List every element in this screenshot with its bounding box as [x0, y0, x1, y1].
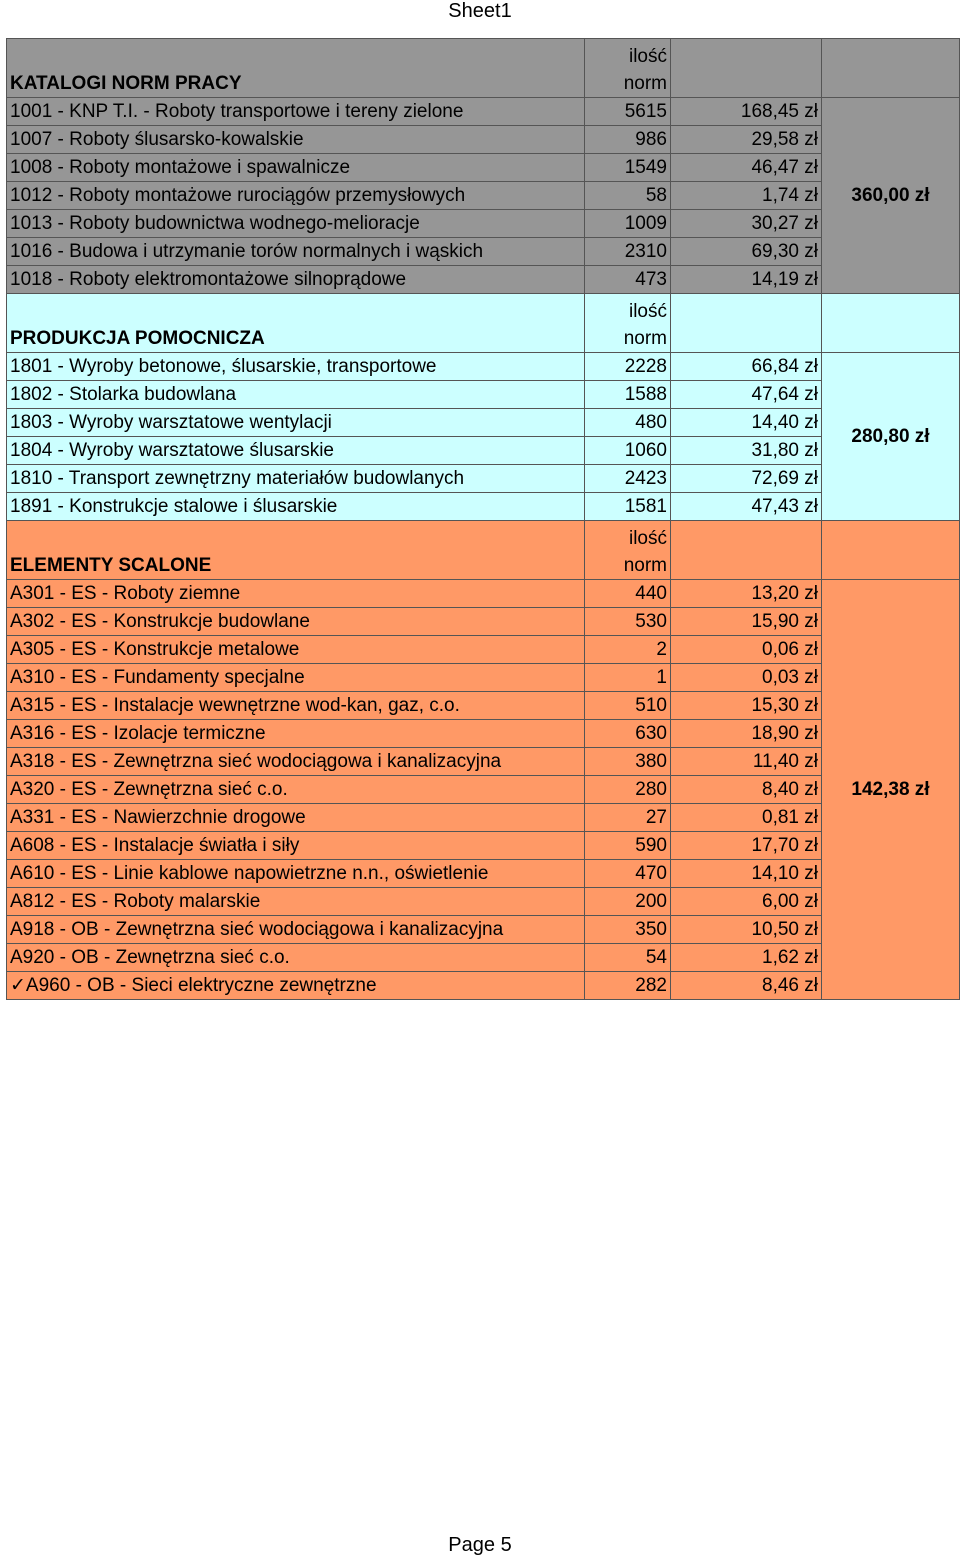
- row-name: 1802 - Stolarka budowlana: [7, 381, 585, 409]
- row-name: 1013 - Roboty budownictwa wodnego-melioracje: [7, 210, 585, 238]
- row-count: 1549: [585, 154, 671, 182]
- row-name: A320 - ES - Zewnętrzna sieć c.o.: [7, 776, 585, 804]
- row-value: 11,40 zł: [671, 748, 822, 776]
- total-header-cell: [822, 39, 960, 98]
- row-name: A918 - OB - Zewnętrzna sieć wodociągowa i kanalizacyjna: [7, 916, 585, 944]
- row-count: 27: [585, 804, 671, 832]
- row-count: 2310: [585, 238, 671, 266]
- row-name: A608 - ES - Instalacje światła i siły: [7, 832, 585, 860]
- row-value: 14,10 zł: [671, 860, 822, 888]
- row-count: 2: [585, 636, 671, 664]
- row-name: A920 - OB - Zewnętrzna sieć c.o.: [7, 944, 585, 972]
- checkmark-icon: ✓: [10, 975, 26, 996]
- row-value: 14,19 zł: [671, 266, 822, 294]
- row-count: 2228: [585, 353, 671, 381]
- row-value: 47,43 zł: [671, 493, 822, 521]
- row-count: 2423: [585, 465, 671, 493]
- row-value: 15,90 zł: [671, 608, 822, 636]
- group-total: 360,00 zł: [822, 98, 960, 294]
- row-value: 168,45 zł: [671, 98, 822, 126]
- group-title: KATALOGI NORM PRACY: [7, 39, 585, 98]
- group-header-row: [7, 39, 960, 98]
- row-count: 530: [585, 608, 671, 636]
- row-count: 282: [585, 972, 671, 1000]
- count-column-header: ilość norm: [585, 294, 671, 353]
- total-header-cell: [822, 521, 960, 580]
- row-count: 510: [585, 692, 671, 720]
- table-row: [7, 98, 960, 126]
- table-row: [7, 437, 960, 465]
- group-total: 280,80 zł: [822, 353, 960, 521]
- row-name: 1016 - Budowa i utrzymanie torów normalnych i wąskich: [7, 238, 585, 266]
- group-header-row: [7, 294, 960, 353]
- table-row: [7, 238, 960, 266]
- row-count: 54: [585, 944, 671, 972]
- row-value: 66,84 zł: [671, 353, 822, 381]
- table-row: [7, 888, 960, 916]
- row-count: 380: [585, 748, 671, 776]
- row-count: 350: [585, 916, 671, 944]
- row-value: 31,80 zł: [671, 437, 822, 465]
- table-row: [7, 692, 960, 720]
- row-value: 30,27 zł: [671, 210, 822, 238]
- table-row: [7, 126, 960, 154]
- row-name: 1803 - Wyroby warsztatowe wentylacji: [7, 409, 585, 437]
- price-table: [6, 38, 960, 1000]
- row-value: 14,40 zł: [671, 409, 822, 437]
- group-header-row: [7, 521, 960, 580]
- row-name: 1801 - Wyroby betonowe, ślusarskie, transportowe: [7, 353, 585, 381]
- table-row: [7, 266, 960, 294]
- table-row: [7, 776, 960, 804]
- group-total: 142,38 zł: [822, 580, 960, 1000]
- row-name: 1891 - Konstrukcje stalowe i ślusarskie: [7, 493, 585, 521]
- row-value: 18,90 zł: [671, 720, 822, 748]
- row-name: A310 - ES - Fundamenty specjalne: [7, 664, 585, 692]
- group-title: PRODUKCJA POMOCNICZA: [7, 294, 585, 353]
- row-count: 630: [585, 720, 671, 748]
- row-name: A305 - ES - Konstrukcje metalowe: [7, 636, 585, 664]
- table-row: [7, 664, 960, 692]
- row-value: 0,81 zł: [671, 804, 822, 832]
- row-value: 72,69 zł: [671, 465, 822, 493]
- table-row: [7, 409, 960, 437]
- count-column-header: ilość norm: [585, 39, 671, 98]
- total-header-cell: [822, 294, 960, 353]
- table-row: [7, 580, 960, 608]
- row-value: 29,58 zł: [671, 126, 822, 154]
- row-value: 6,00 zł: [671, 888, 822, 916]
- row-name: 1007 - Roboty ślusarsko-kowalskie: [7, 126, 585, 154]
- row-name: 1001 - KNP T.I. - Roboty transportowe i tereny zielone: [7, 98, 585, 126]
- row-count: 5615: [585, 98, 671, 126]
- row-value: 17,70 zł: [671, 832, 822, 860]
- table-row: [7, 154, 960, 182]
- row-count: 1581: [585, 493, 671, 521]
- row-value: 15,30 zł: [671, 692, 822, 720]
- table-row: [7, 748, 960, 776]
- page-footer: Page 5: [448, 1534, 512, 1556]
- row-count: 1: [585, 664, 671, 692]
- row-name: [7, 972, 585, 1000]
- row-value: 10,50 zł: [671, 916, 822, 944]
- row-count: 986: [585, 126, 671, 154]
- row-value: 0,03 zł: [671, 664, 822, 692]
- table-row: [7, 832, 960, 860]
- row-name: 1008 - Roboty montażowe i spawalnicze: [7, 154, 585, 182]
- row-value: 8,40 zł: [671, 776, 822, 804]
- row-name: A302 - ES - Konstrukcje budowlane: [7, 608, 585, 636]
- table-row: [7, 860, 960, 888]
- row-value: 8,46 zł: [671, 972, 822, 1000]
- row-count: 590: [585, 832, 671, 860]
- value-column-header: [671, 294, 822, 353]
- row-name: A610 - ES - Linie kablowe napowietrzne n.n., oświetlenie: [7, 860, 585, 888]
- row-count: 440: [585, 580, 671, 608]
- row-count: 1009: [585, 210, 671, 238]
- table-row: [7, 804, 960, 832]
- row-name: A316 - ES - Izolacje termiczne: [7, 720, 585, 748]
- row-value: 1,62 zł: [671, 944, 822, 972]
- row-name: 1810 - Transport zewnętrzny materiałów budowlanych: [7, 465, 585, 493]
- row-name: 1804 - Wyroby warsztatowe ślusarskie: [7, 437, 585, 465]
- table-row: [7, 210, 960, 238]
- row-count: 58: [585, 182, 671, 210]
- row-value: 69,30 zł: [671, 238, 822, 266]
- row-count: 473: [585, 266, 671, 294]
- row-count: 200: [585, 888, 671, 916]
- table-row: [7, 636, 960, 664]
- table-row: [7, 608, 960, 636]
- group-title: ELEMENTY SCALONE: [7, 521, 585, 580]
- row-value: 0,06 zł: [671, 636, 822, 664]
- row-name: A301 - ES - Roboty ziemne: [7, 580, 585, 608]
- row-value: 13,20 zł: [671, 580, 822, 608]
- row-count: 280: [585, 776, 671, 804]
- row-value: 47,64 zł: [671, 381, 822, 409]
- row-name: A318 - ES - Zewnętrzna sieć wodociągowa i kanalizacyjna: [7, 748, 585, 776]
- row-count: 1588: [585, 381, 671, 409]
- table-row: [7, 720, 960, 748]
- table-row: [7, 353, 960, 381]
- row-name: 1018 - Roboty elektromontażowe silnoprądowe: [7, 266, 585, 294]
- table-row: [7, 381, 960, 409]
- table-row: [7, 916, 960, 944]
- row-count: 480: [585, 409, 671, 437]
- row-name-text: A960 - OB - Sieci elektryczne zewnętrzne: [25, 975, 377, 996]
- table-row: [7, 972, 960, 1000]
- row-name: A331 - ES - Nawierzchnie drogowe: [7, 804, 585, 832]
- value-column-header: [671, 39, 822, 98]
- value-column-header: [671, 521, 822, 580]
- table-row: [7, 493, 960, 521]
- count-column-header: ilość norm: [585, 521, 671, 580]
- table-row: [7, 944, 960, 972]
- row-value: 1,74 zł: [671, 182, 822, 210]
- sheet-title: Sheet1: [448, 0, 512, 22]
- row-count: 1060: [585, 437, 671, 465]
- table-row: [7, 182, 960, 210]
- row-count: 470: [585, 860, 671, 888]
- row-name: A315 - ES - Instalacje wewnętrzne wod-kan, gaz, c.o.: [7, 692, 585, 720]
- row-name: A812 - ES - Roboty malarskie: [7, 888, 585, 916]
- table-row: [7, 465, 960, 493]
- row-name: 1012 - Roboty montażowe rurociągów przemysłowych: [7, 182, 585, 210]
- row-value: 46,47 zł: [671, 154, 822, 182]
